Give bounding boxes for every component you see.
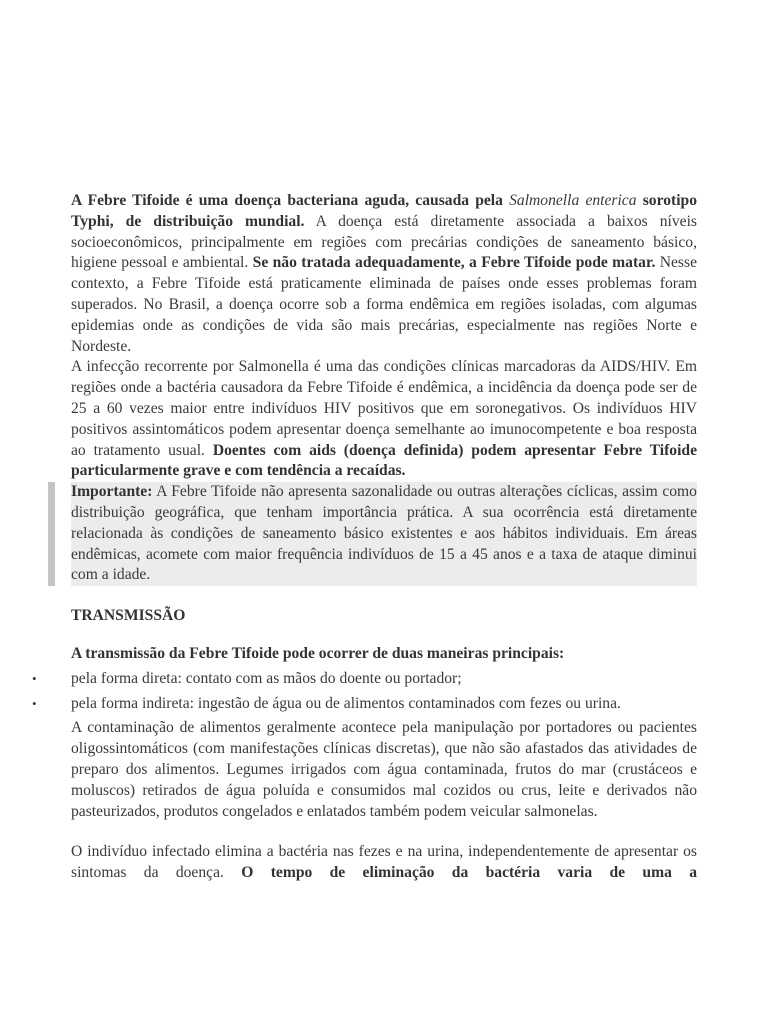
bullet-marker: •	[32, 670, 37, 686]
aids-bold-text: Doentes com aids (doença definida) podem apresentar Febre Tifoide particularmente grave e com tendência a recaídas.	[71, 441, 698, 480]
intro-paragraph	[71, 191, 697, 357]
list-item	[32, 694, 697, 715]
aids-text: A infecção recorrente por Salmonella é uma das condições clínicas marcadoras da AIDS/HIV. Em regiões onde a bactéria causadora da Febre Tifoide é endêmica, a incidência da doença pode ser de 25 a 60 vezes maior entre indivíduos HIV positivos que em soronegativos. Os indivíduos HIV positivos assintomáticos podem apresentar doença semelhante ao imunocompetente e boa resposta ao tratamento usual.	[71, 358, 697, 459]
bullet-marker: •	[32, 695, 37, 711]
contamination-paragraph: A contaminação de alimentos geralmente acontece pela manipulação por portadores ou pacientes oligossintomáticos (com manifestações clínicas discretas), que não são afastados das atividades de preparo dos alimentos. Legumes irrigados com água contaminada, frutos do mar (crustáceos e moluscos) retirados de água poluída e consumidos mal cozidos ou crus, leite e derivados não pasteurizados, produtos congelados e enlatados também podem veicular salmonelas.	[71, 719, 697, 820]
document-body	[32, 191, 698, 884]
callout-label: Importante:	[71, 483, 153, 501]
important-callout	[71, 482, 697, 586]
intro-bold-sentence-b: sorotipo Typhi, de distribuição mundial.	[71, 192, 697, 230]
elimination-bold-text: O tempo de eliminação da bactéria varia de uma a	[241, 864, 698, 882]
callout-bar	[48, 482, 55, 586]
section-heading-transmission: TRANSMISSÃO	[71, 607, 186, 625]
callout-text: A Febre Tifoide não apresenta sazonalidade ou outras alterações cíclicas, assim como distribuição geográfica, que tenham importância prática. A sua ocorrência está diretamente relacionada às condições de saneamento básico existentes e aos hábitos individuais. Em áreas endêmicas, acomete com maior frequência indivíduos de 15 a 45 anos e a taxa de ataque diminui com a idade.	[71, 483, 697, 584]
intro-text-sentence-4: Nesse contexto, a Febre Tifoide está praticamente eliminada de países onde esses problemas foram superados. No Brasil, a doença ocorre sob a forma endêmica em regiões isoladas, com algumas epidemias onde as condições de vida são mais precárias, especialmente nas regiões Norte e Nordeste.	[71, 254, 697, 355]
callout-paragraph	[71, 482, 697, 586]
elimination-paragraph	[71, 842, 697, 884]
elimination-text: O indivíduo infectado elimina a bactéria nas fezes e na urina, independentemente de apresentar os sintomas da doença.	[71, 843, 697, 882]
intro-text-sentence-2: A doença está diretamente associada a baixos níveis socioeconômicos, principalmente em regiões com precárias condições de saneamento básico, higiene pessoal e ambiental.	[71, 212, 697, 272]
list-item-text: pela forma direta: contato com as mãos do doente ou portador;	[71, 669, 462, 687]
intro-bold-warning: Se não tratada adequadamente, a Febre Tifoide pode matar.	[252, 254, 656, 272]
paragraph-spacer	[71, 822, 697, 842]
intro-bold-sentence-a: A Febre Tifoide é uma doença bacteriana aguda, causada pela	[71, 192, 503, 209]
species-name: Salmonella enterica	[509, 192, 637, 209]
transmission-list	[32, 669, 697, 715]
list-item	[32, 669, 697, 690]
transmission-subheading: A transmissão da Febre Tifoide pode ocorrer de duas maneiras principais:	[71, 644, 565, 662]
list-item-text: pela forma indireta: ingestão de água ou de alimentos contaminados com fezes ou urina.	[71, 694, 621, 712]
aids-paragraph	[71, 357, 697, 482]
